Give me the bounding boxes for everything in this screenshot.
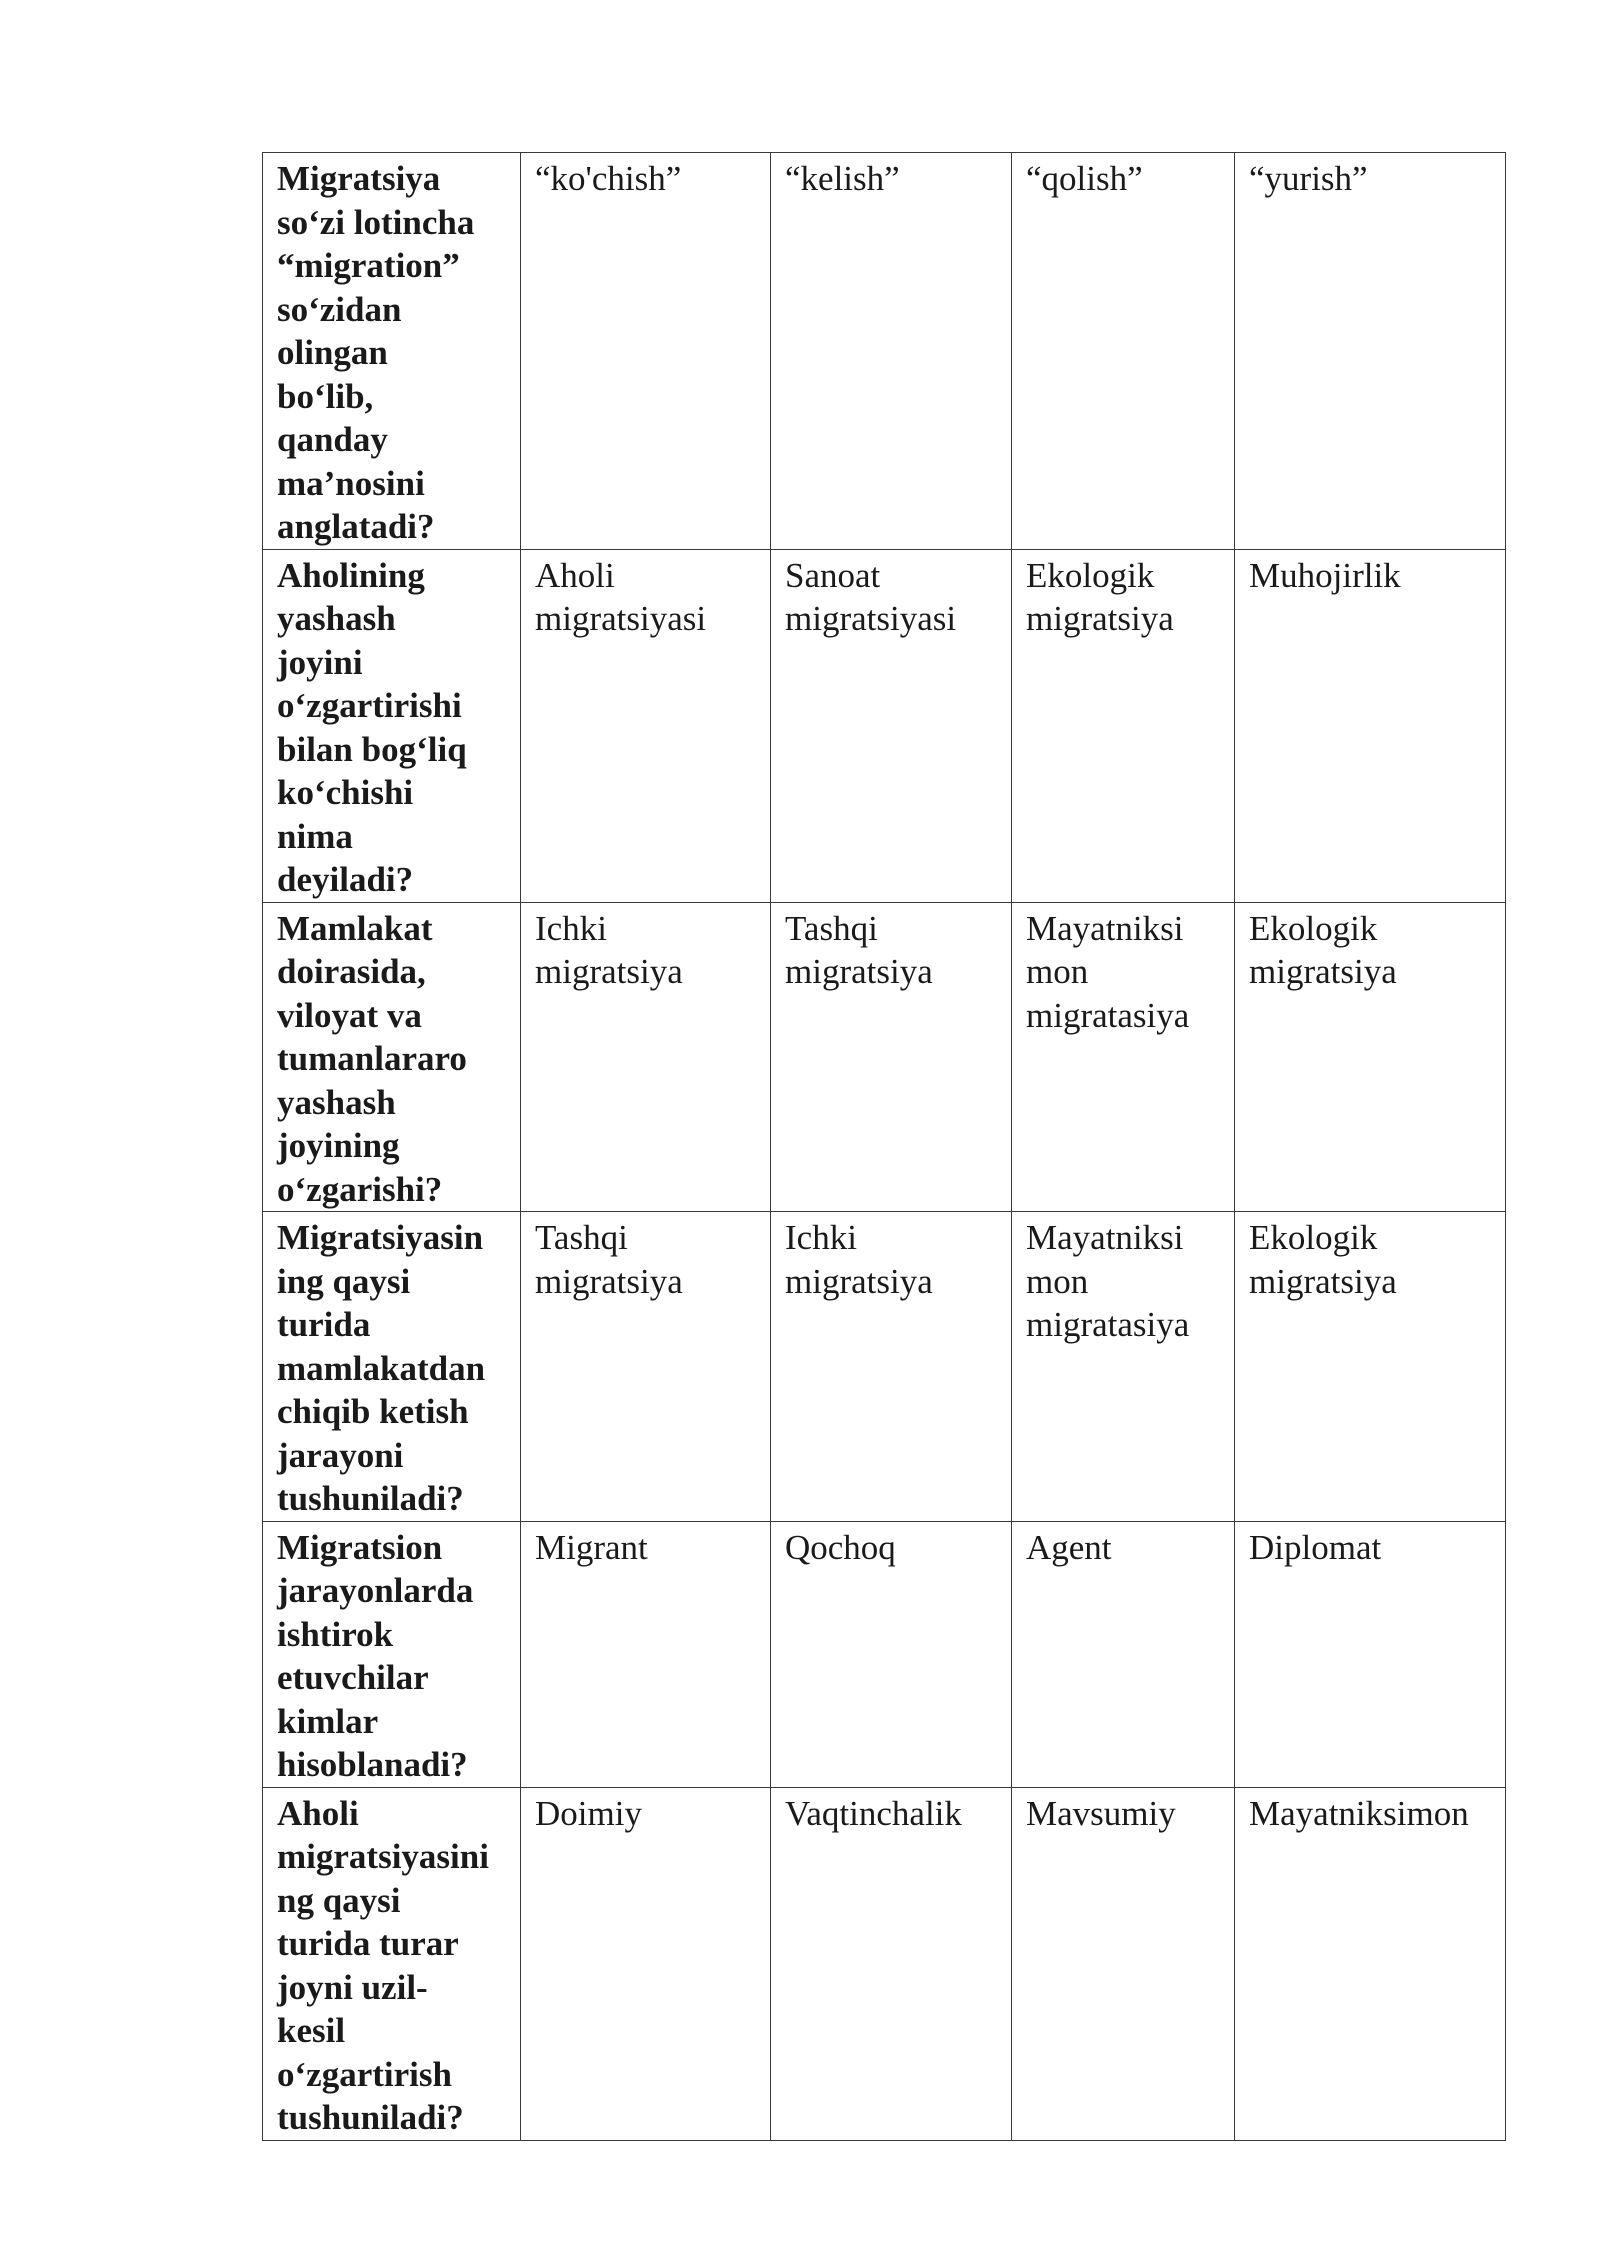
answer-option-text-line: migratsiya (785, 1261, 933, 1301)
answer-option-cell (771, 1787, 1012, 2140)
answer-option-text-line: Mayatniksi (1026, 908, 1184, 948)
answer-option-text-line: “yurish” (1249, 159, 1368, 198)
answer-option-text-line: mon (1026, 1261, 1089, 1301)
answer-option-text-line: migratasiya (1026, 995, 1190, 1035)
question-text-line: bo‘lib, (277, 376, 374, 416)
answer-option-cell (1235, 1787, 1506, 2140)
question-cell (263, 1521, 521, 1787)
question-cell (263, 549, 521, 902)
answer-option-text-line: migratsiya (785, 952, 933, 991)
answer-option-cell (521, 153, 771, 550)
answer-option-text-line: Aholi (535, 555, 615, 595)
question-text-line: “migration” (277, 246, 460, 285)
question-text-line: Aholining (277, 555, 425, 595)
question-text-line: joyini (277, 642, 363, 682)
question-text-line: bilan bog‘liq (277, 729, 467, 769)
question-text-line: doirasida, (277, 952, 426, 991)
question-text-line: mamlakatdan (277, 1348, 486, 1388)
answer-option-text-line: Vaqtinchalik (785, 1793, 962, 1833)
answer-option-cell (771, 153, 1012, 550)
question-text-line: ing qaysi (277, 1261, 411, 1301)
question-text-line: o‘zgartirish (277, 2054, 452, 2094)
answer-option-cell (521, 549, 771, 902)
question-text-line: ng qaysi (277, 1880, 401, 1920)
answer-option-text-line: Tashqi (785, 908, 878, 948)
answer-option-text-line: Agent (1026, 1527, 1112, 1567)
question-text-line: ishtirok (277, 1614, 394, 1654)
question-text-line: Migratsiya (277, 159, 441, 198)
question-text-line: kesil (277, 2011, 346, 2050)
question-text-line: etuvchilar (277, 1658, 429, 1697)
question-cell (263, 153, 521, 550)
answer-option-text-line: “kelish” (785, 159, 900, 198)
question-text-line: deyiladi? (277, 860, 414, 899)
answer-option-cell (1235, 902, 1506, 1212)
answer-option-text-line: migratsiya (535, 952, 683, 991)
question-text-line: turida (277, 1305, 371, 1344)
answer-option-text-line: Doimiy (535, 1793, 642, 1833)
question-text-line: hisoblanadi? (277, 1745, 468, 1784)
question-text-line: tushuniladi? (277, 2098, 464, 2137)
question-text-line: anglatadi? (277, 507, 435, 546)
answer-option-cell (521, 1787, 771, 2140)
answer-option-text-line: migratsiyasi (785, 599, 957, 638)
question-text-line: tumanlararo (277, 1039, 467, 1078)
question-text-line: viloyat va (277, 995, 422, 1035)
question-text-line: tushuniladi? (277, 1479, 464, 1518)
answer-option-text-line: Mayatniksimon (1249, 1793, 1469, 1833)
quiz-table (262, 152, 1506, 2141)
table-row (263, 549, 1506, 902)
answer-option-cell (1012, 549, 1235, 902)
question-text-line: so‘zi lotincha (277, 202, 475, 242)
question-text-line: ko‘chishi (277, 773, 414, 812)
question-text-line: qanday (277, 420, 388, 459)
answer-option-cell (521, 902, 771, 1212)
answer-option-cell (771, 1521, 1012, 1787)
answer-option-text-line: migratsiya (1249, 952, 1397, 991)
answer-option-cell (771, 549, 1012, 902)
answer-option-text-line: Muhojirlik (1249, 555, 1401, 595)
answer-option-cell (1012, 1521, 1235, 1787)
question-text-line: chiqib ketish (277, 1392, 469, 1431)
question-text-line: yashash (277, 1082, 396, 1122)
question-text-line: kimlar (277, 1701, 379, 1741)
answer-option-text-line: mon (1026, 952, 1089, 991)
answer-option-text-line: migratsiyasi (535, 599, 707, 638)
answer-option-text-line: Migrant (535, 1527, 648, 1567)
question-cell (263, 1212, 521, 1522)
answer-option-cell (521, 1212, 771, 1522)
answer-option-text-line: Mavsumiy (1026, 1793, 1176, 1833)
question-text-line: ma’nosini (277, 463, 425, 503)
table-row (263, 1521, 1506, 1787)
quiz-table-body (263, 153, 1506, 2141)
answer-option-text-line: Tashqi (535, 1218, 628, 1257)
answer-option-cell (771, 1212, 1012, 1522)
question-cell (263, 902, 521, 1212)
answer-option-cell (1012, 153, 1235, 550)
answer-option-cell (771, 902, 1012, 1212)
answer-option-text-line: Mayatniksi (1026, 1218, 1184, 1257)
answer-option-text-line: Ichki (785, 1218, 857, 1257)
question-text-line: jarayoni (277, 1435, 404, 1475)
question-text-line: Migratsion (277, 1527, 443, 1567)
question-text-line: joyni uzil- (277, 1967, 428, 2007)
question-text-line: olingan (277, 333, 388, 372)
question-text-line: nima (277, 816, 353, 856)
question-text-line: o‘zgartirishi (277, 686, 462, 725)
question-text-line: so‘zidan (277, 289, 402, 329)
answer-option-text-line: Ekologik (1249, 908, 1378, 948)
answer-option-cell (1235, 1212, 1506, 1522)
answer-option-text-line: “qolish” (1026, 159, 1143, 198)
question-text-line: jarayonlarda (277, 1571, 474, 1610)
answer-option-cell (1235, 1521, 1506, 1787)
question-text-line: Mamlakat (277, 908, 433, 948)
question-cell (263, 1787, 521, 2140)
question-text-line: o‘zgarishi? (277, 1169, 443, 1209)
answer-option-text-line: Qochoq (785, 1527, 896, 1567)
question-text-line: turida turar (277, 1924, 459, 1963)
answer-option-text-line: “ko'chish” (535, 159, 682, 198)
table-row (263, 1787, 1506, 2140)
answer-option-cell (1012, 902, 1235, 1212)
question-text-line: Migratsiyasin (277, 1218, 484, 1257)
question-text-line: joyining (277, 1126, 400, 1165)
answer-option-text-line: migratsiya (1026, 599, 1174, 638)
answer-option-cell (521, 1521, 771, 1787)
answer-option-text-line: migratsiya (1249, 1261, 1397, 1301)
table-row (263, 153, 1506, 550)
answer-option-cell (1235, 153, 1506, 550)
answer-option-text-line: Diplomat (1249, 1527, 1382, 1567)
answer-option-text-line: migratsiya (535, 1261, 683, 1301)
answer-option-text-line: Sanoat (785, 555, 881, 595)
answer-option-text-line: Ekologik (1249, 1218, 1378, 1257)
question-text-line: yashash (277, 599, 396, 638)
answer-option-cell (1012, 1212, 1235, 1522)
question-text-line: migratsiyasini (277, 1837, 489, 1876)
answer-option-cell (1012, 1787, 1235, 2140)
table-row (263, 1212, 1506, 1522)
table-row (263, 902, 1506, 1212)
answer-option-text-line: migratasiya (1026, 1305, 1190, 1344)
answer-option-text-line: Ekologik (1026, 555, 1155, 595)
question-text-line: Aholi (277, 1793, 359, 1833)
answer-option-cell (1235, 549, 1506, 902)
answer-option-text-line: Ichki (535, 908, 607, 948)
